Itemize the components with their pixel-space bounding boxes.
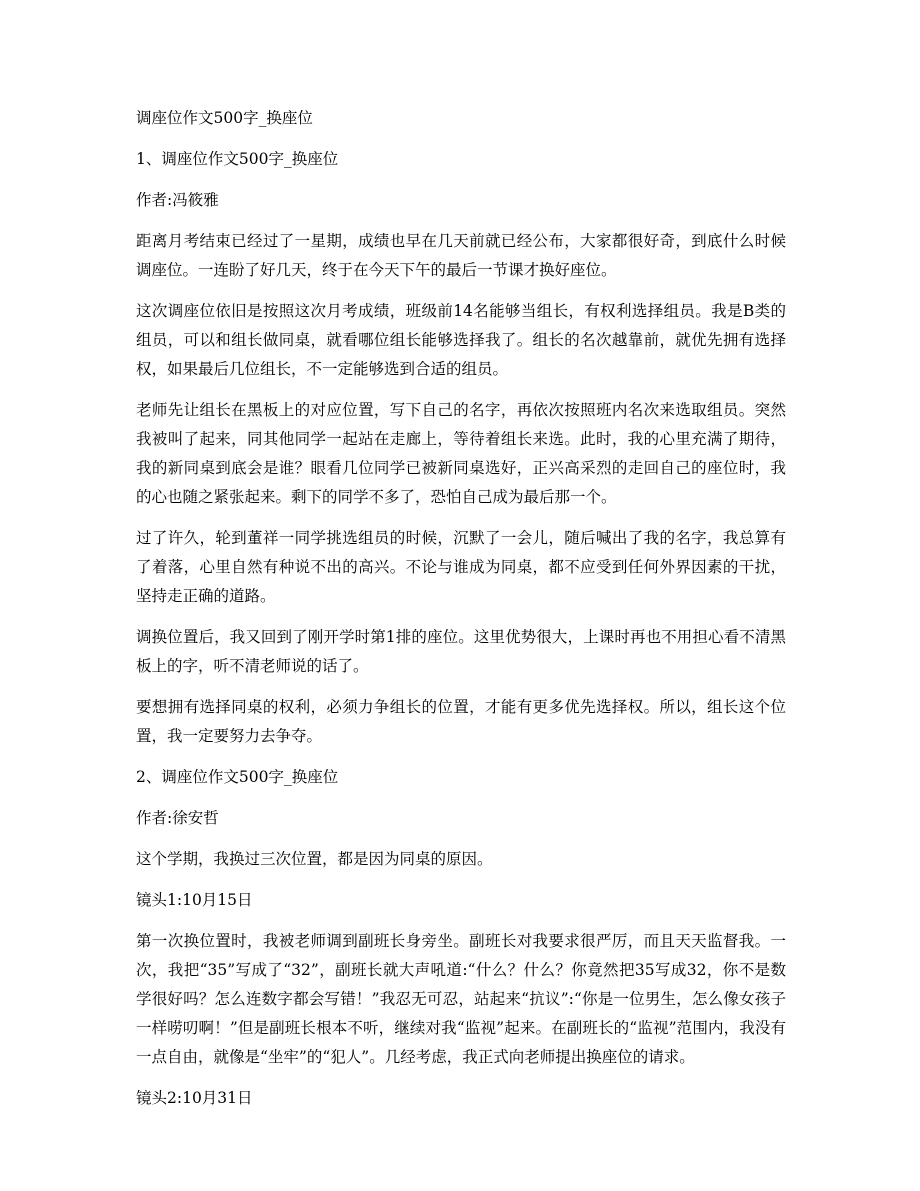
document-page	[136, 104, 786, 1125]
scene-heading: 镜头1:10月15日	[136, 891, 253, 909]
document-title: 调座位作文500字_换座位	[136, 109, 313, 127]
author-line: 作者:徐安哲	[136, 809, 219, 827]
section-heading: 1、调座位作文500字_换座位	[136, 150, 339, 168]
section-1	[136, 145, 786, 751]
paragraph: 第一次换位置时，我被老师调到副班长身旁坐。副班长对我要求很严厉，而且天天监督我。一次，我把“35”写成了“32”，副班长就大声吼道:“什么？什么？你竟然把35写成32，你不是数学很好吗？怎么连数字都会写错！”我忍无可忍，站起来“抗议”:“你是一位男生，怎么像女孩子一样唠叨啊！”但是副班长根本不听，继续对我“监视”起来。在副班长的“监视”范围内，我没有一点自由，就像是“坐牢”的“犯人”。几经考虑，我正式向老师提出换座位的请求。	[136, 932, 786, 1066]
paragraph: 这次调座位依旧是按照这次月考成绩，班级前14名能够当组长，有权利选择组员。我是B类的组员，可以和组长做同桌，就看哪位组长能够选择我了。组长的名次越靠前，就优先拥有选择权，如果最后几位组长，不一定能够选到合适的组员。	[136, 302, 786, 378]
paragraph: 老师先让组长在黑板上的对应位置，写下自己的名字，再依次按照班内名次来选取组员。突然我被叫了起来，同其他同学一起站在走廊上，等待着组长来选。此时，我的心里充满了期待，我的新同桌到底会是谁？眼看几位同学已被新同桌选好，正兴高采烈的走回自己的座位时，我的心也随之紧张起来。剩下的同学不多了，恐怕自己成为最后那一个。	[136, 401, 786, 506]
paragraph: 调换位置后，我又回到了刚开学时第1排的座位。这里优势很大，上课时再也不用担心看不清黑板上的字，听不清老师说的话了。	[136, 628, 786, 675]
section-2	[136, 763, 786, 1113]
paragraph: 过了许久，轮到董祥一同学挑选组员的时候，沉默了一会儿，随后喊出了我的名字，我总算有了着落，心里自然有种说不出的高兴。不论与谁成为同桌，都不应受到任何外界因素的干扰，坚持走正确的道路。	[136, 529, 786, 605]
paragraph: 要想拥有选择同桌的权利，必须力争组长的位置，才能有更多优先选择权。所以，组长这个位置，我一定要努力去争夺。	[136, 698, 786, 745]
section-heading: 2、调座位作文500字_换座位	[136, 768, 339, 786]
paragraph: 距离月考结束已经过了一星期，成绩也早在几天前就已经公布，大家都很好奇，到底什么时候调座位。一连盼了好几天，终于在今天下午的最后一节课才换好座位。	[136, 232, 786, 279]
scene-heading: 镜头2:10月31日	[136, 1089, 253, 1107]
paragraph: 这个学期，我换过三次位置，都是因为同桌的原因。	[136, 850, 493, 868]
author-line: 作者:冯筱雅	[136, 191, 219, 209]
